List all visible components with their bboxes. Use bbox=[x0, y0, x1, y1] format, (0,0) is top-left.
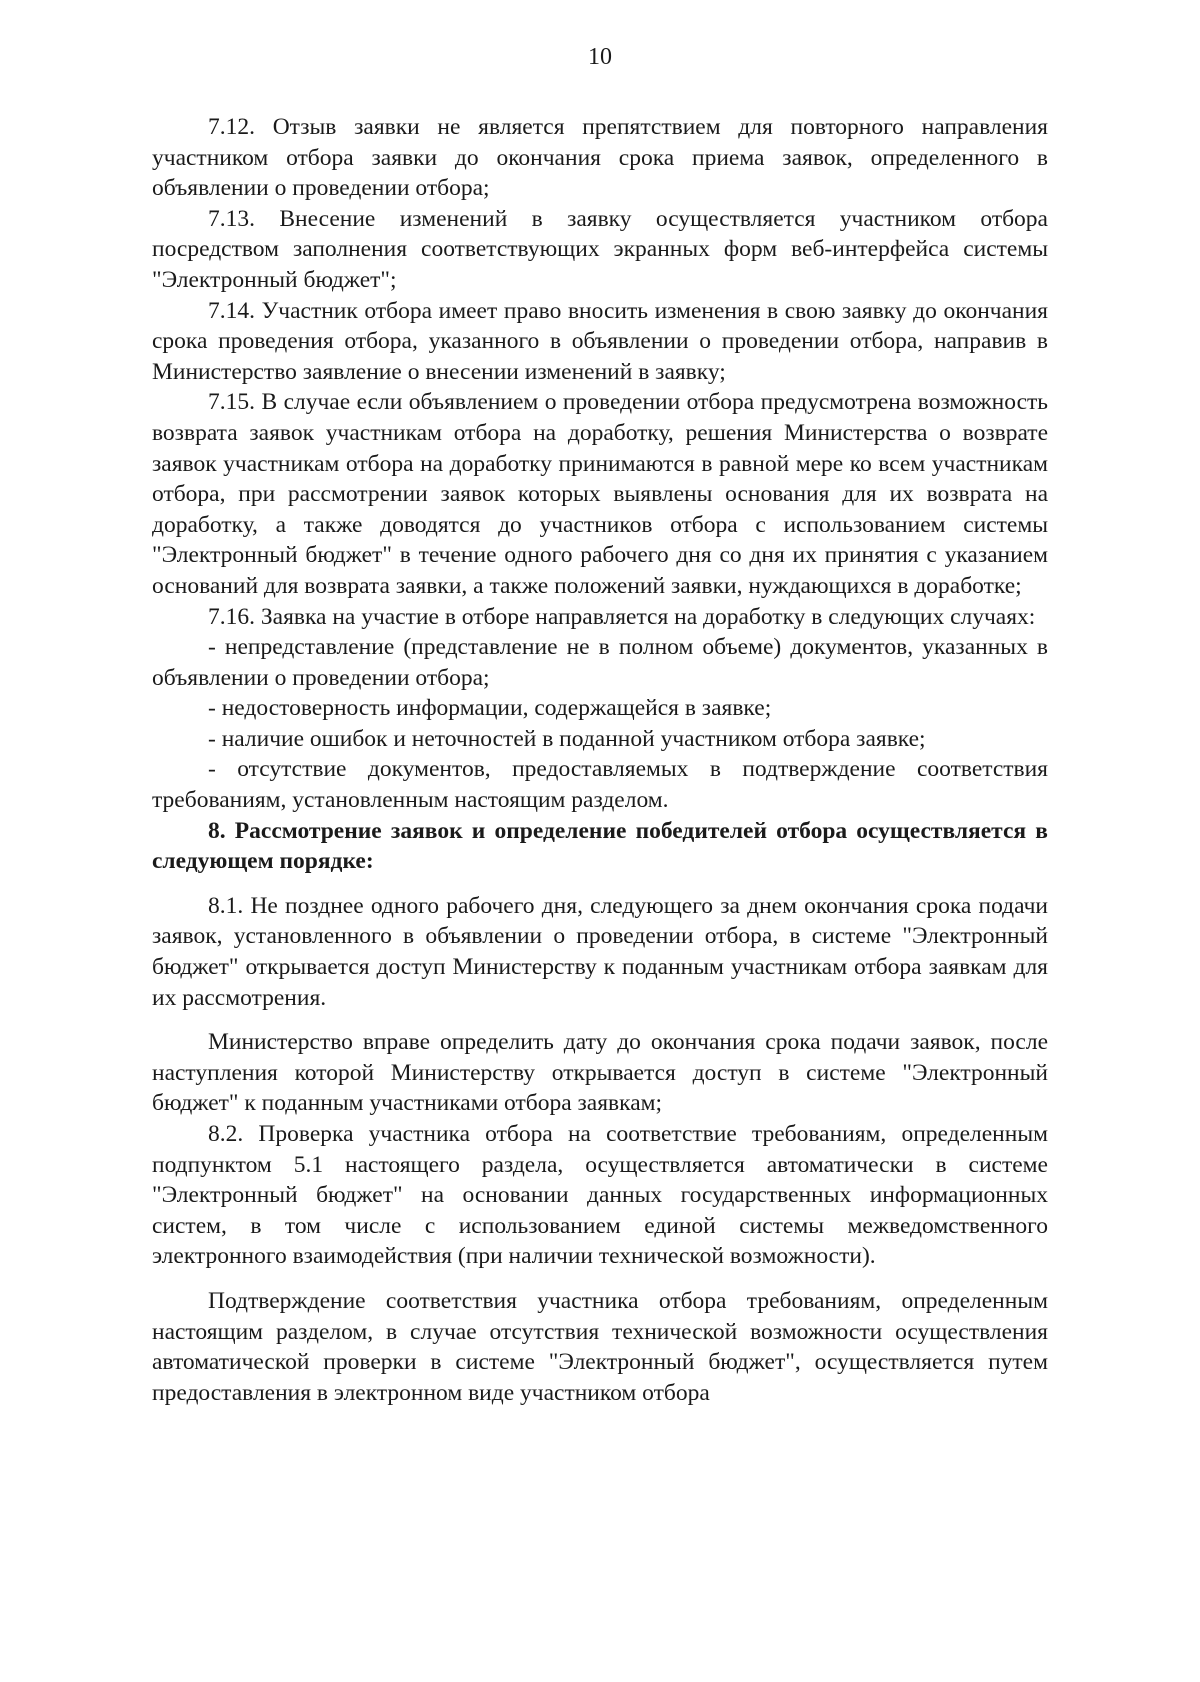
paragraph-7-13: 7.13. Внесение изменений в заявку осуществляется участником отбора посредством заполнения соответствующих экранных форм веб-интерфейса системы "Электронный бюджет"; bbox=[152, 205, 1048, 293]
list-item: - недостоверность информации, содержащейся в заявке; bbox=[208, 695, 772, 722]
paragraph-7-16: 7.16. Заявка на участие в отборе направляется на доработку в следующих случаях: bbox=[208, 603, 1036, 630]
list-item: - наличие ошибок и неточностей в поданной участником отбора заявке; bbox=[208, 725, 926, 752]
paragraph-8-1: 8.1. Не позднее одного рабочего дня, следующего за днем окончания срока подачи заявок, установленного в объявлении о проведении отбора, в системе "Электронный бюджет" открывается доступ Министерству к поданным участникам отбора заявкам для их рассмотрения. bbox=[152, 892, 1048, 1011]
list-item: - отсутствие документов, предоставляемых в подтверждение соответствия требованиям, установленным настоящим разделом. bbox=[152, 756, 1048, 814]
paragraph-8-2: 8.2. Проверка участника отбора на соответствие требованиям, определенным подпунктом 5.1 настоящего раздела, осуществляется автоматически в системе "Электронный бюджет" на основании данных государственных информационных систем, в том числе с использованием единой системы межведомственного электронного взаимодействия (при наличии технической возможности). bbox=[152, 1121, 1048, 1270]
list-item: - непредставление (представление не в полном объеме) документов, указанных в объявлении о проведении отбора; bbox=[152, 634, 1048, 691]
paragraph-7-12: 7.12. Отзыв заявки не является препятствием для повторного направления участником отбора заявки до окончания срока приема заявок, определенного в объявлении о проведении отбора; bbox=[152, 114, 1048, 202]
page-number: 10 bbox=[588, 44, 612, 70]
section-8-heading: 8. Рассмотрение заявок и определение победителей отбора осуществляется в следующем порядке: bbox=[152, 817, 1048, 875]
paragraph-7-14: 7.14. Участник отбора имеет право вносить изменения в свою заявку до окончания срока проведения отбора, указанного в объявлении о проведении отбора, направив в Министерство заявление о внесении изменений в заявку; bbox=[152, 297, 1048, 385]
paragraph-7-15: 7.15. В случае если объявлением о проведении отбора предусмотрена возможность возврата заявок участникам отбора на доработку, решения Министерства о возврате заявок участникам отбора на доработку принимаются в равной мере ко всем участникам отбора, при рассмотрении заявок которых выявлены основания для их возврата на доработку, а также доводятся до участников отбора с использованием системы "Электронный бюджет" в течение одного рабочего дня со дня их принятия с указанием оснований для возврата заявки, а также положений заявки, нуждающихся в доработке; bbox=[152, 389, 1048, 599]
paragraph-8-1-continued: Министерство вправе определить дату до окончания срока подачи заявок, после наступления которой Министерству открывается доступ в системе "Электронный бюджет" к поданным участниками отбора заявкам; bbox=[152, 1029, 1048, 1117]
paragraph-8-2-continued: Подтверждение соответствия участника отбора требованиям, определенным настоящим разделом, в случае отсутствия технической возможности осуществления автоматической проверки в системе "Электронный бюджет", осуществляется путем предоставления в электронном виде участником отбора bbox=[152, 1287, 1048, 1406]
document-body bbox=[152, 112, 1048, 1408]
